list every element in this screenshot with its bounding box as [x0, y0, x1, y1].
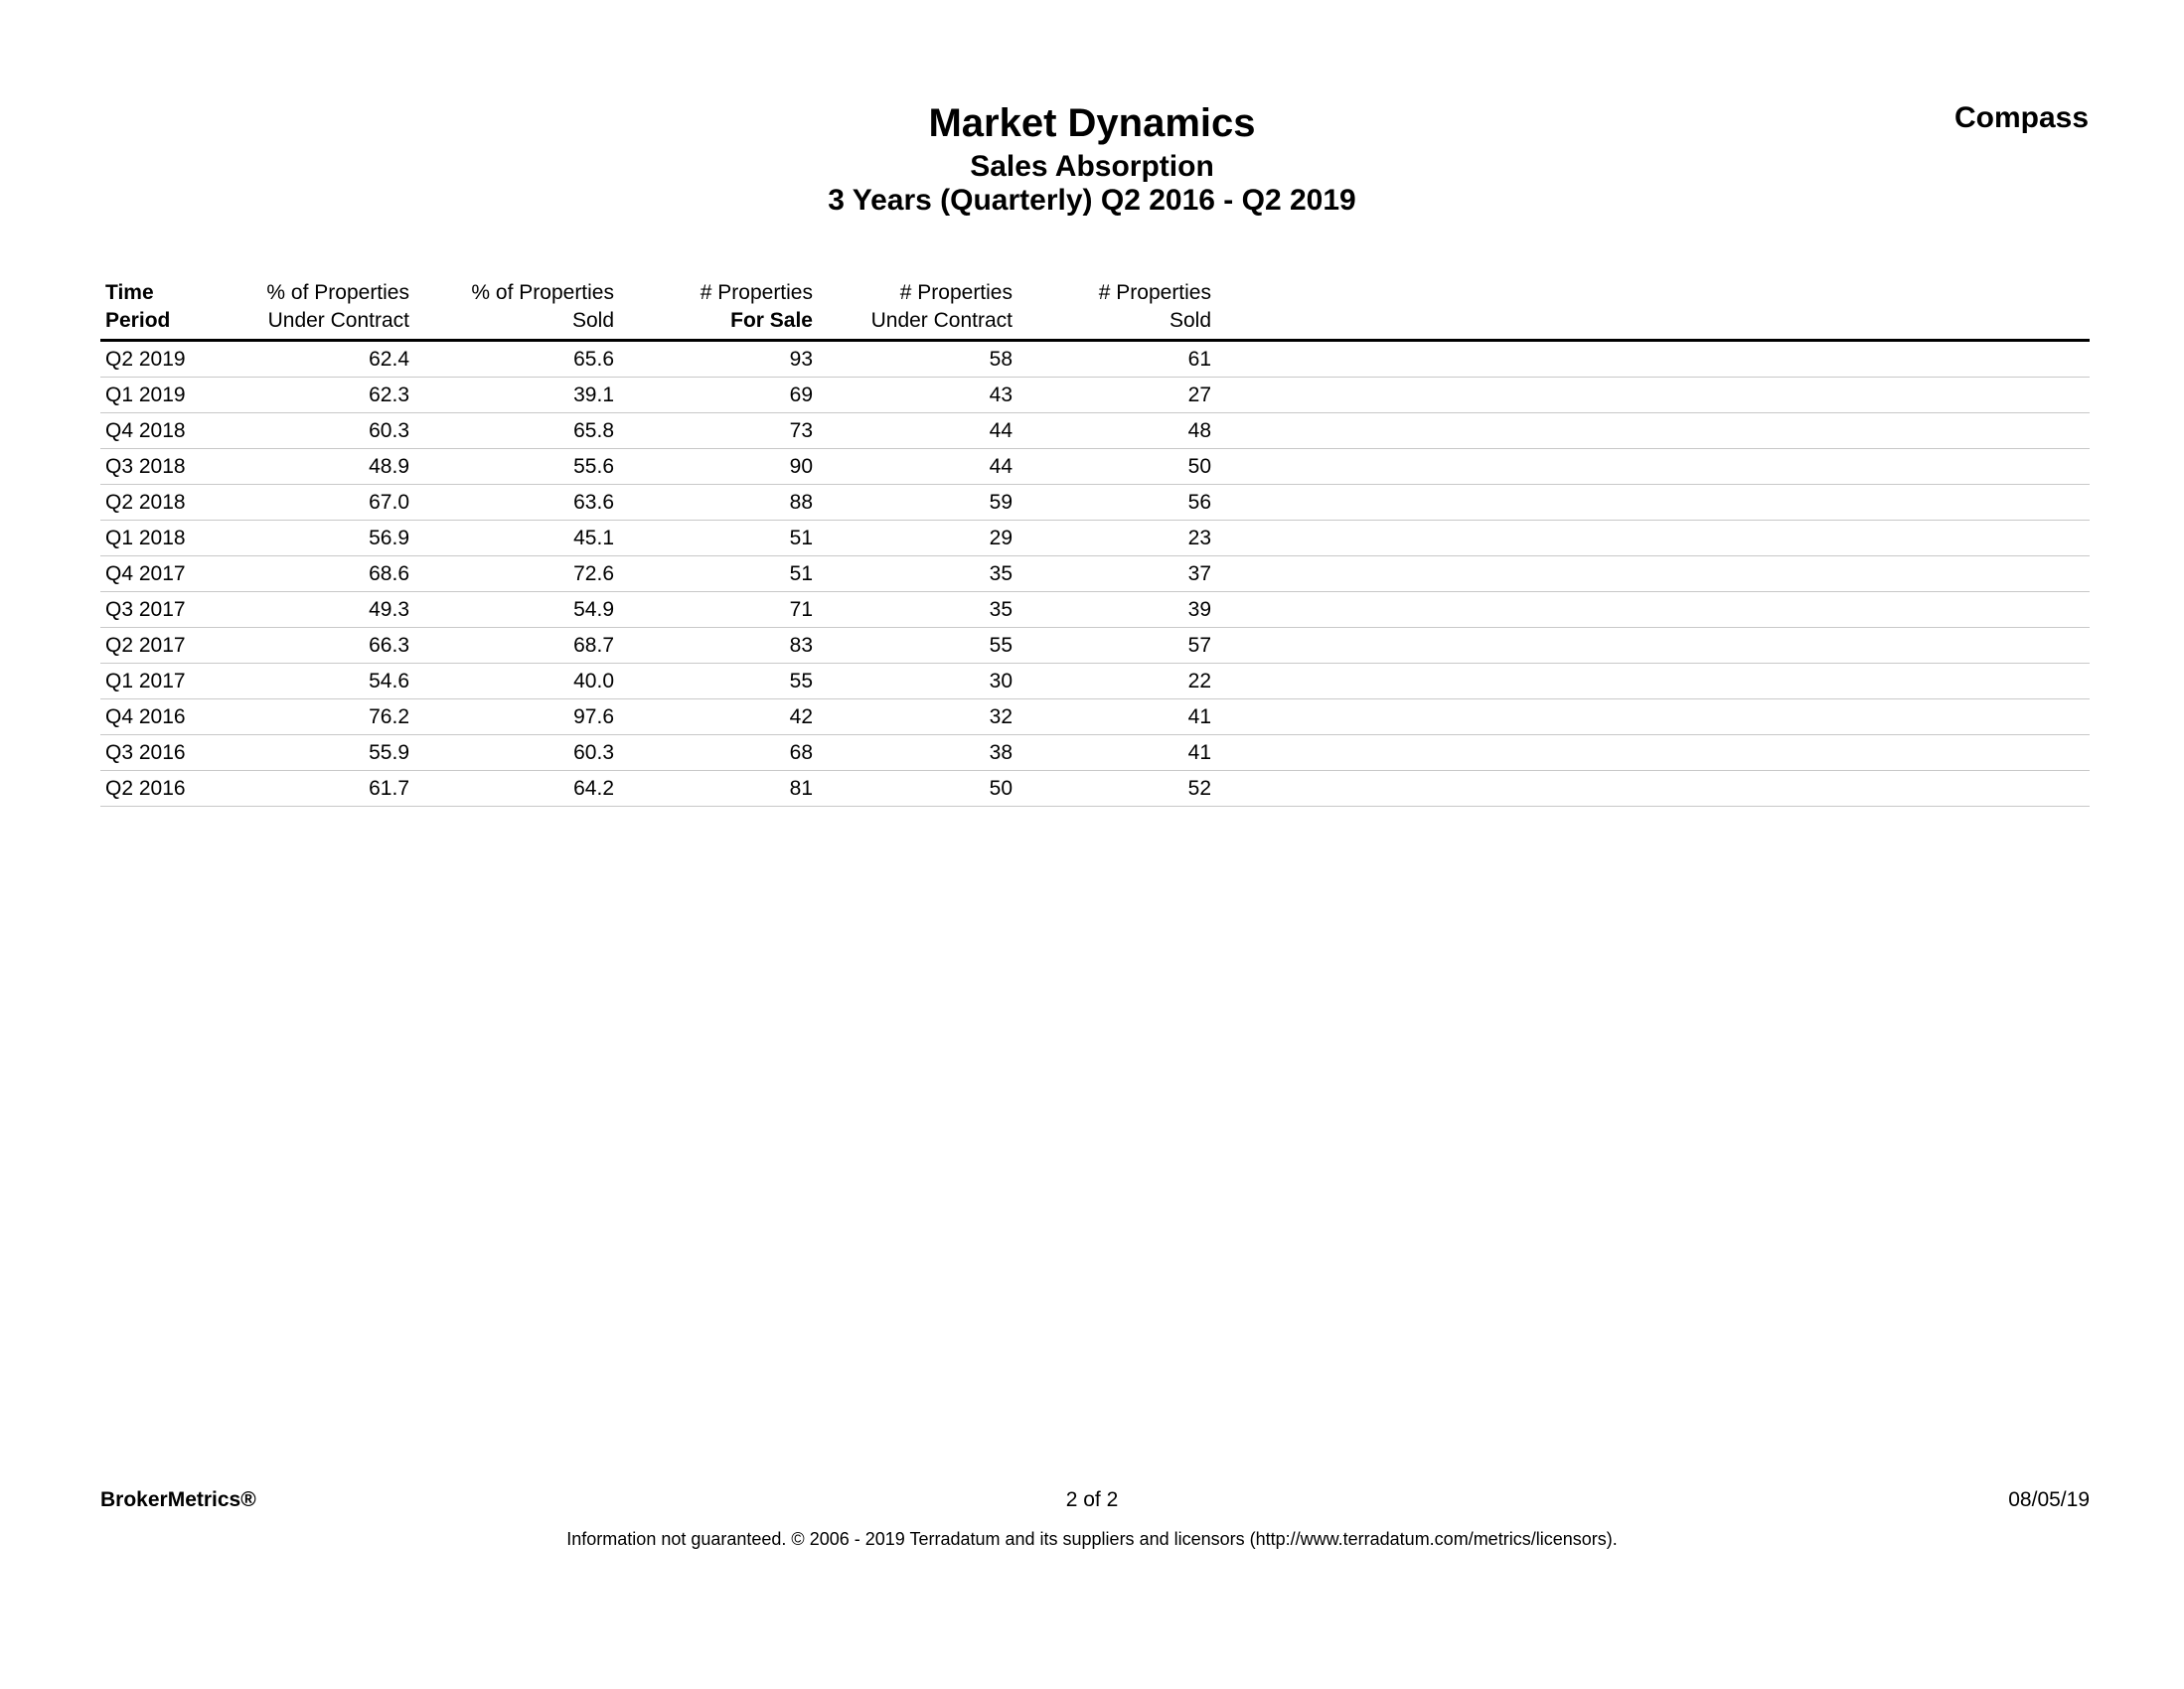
cell-num-sold: 41 — [1017, 699, 1216, 735]
cell-num-for-sale: 55 — [619, 664, 818, 699]
cell-num-sold: 41 — [1017, 735, 1216, 771]
column-header-line1: # Properties — [1098, 281, 1211, 304]
table-row — [100, 771, 2090, 807]
cell-pct-under-contract: 76.2 — [212, 699, 414, 735]
row-spacer — [1216, 449, 2090, 485]
row-spacer — [1216, 628, 2090, 664]
column-header-line1: # Properties — [700, 281, 813, 304]
cell-num-for-sale: 71 — [619, 592, 818, 628]
cell-pct-sold: 63.6 — [414, 485, 619, 521]
column-header-pct-sold — [414, 279, 619, 341]
cell-pct-sold: 64.2 — [414, 771, 619, 807]
cell-pct-sold: 55.6 — [414, 449, 619, 485]
table-row — [100, 521, 2090, 556]
cell-num-sold: 22 — [1017, 664, 1216, 699]
cell-num-for-sale: 93 — [619, 341, 818, 378]
cell-num-for-sale: 81 — [619, 771, 818, 807]
cell-num-sold: 48 — [1017, 413, 1216, 449]
row-spacer — [1216, 664, 2090, 699]
cell-num-for-sale: 73 — [619, 413, 818, 449]
cell-pct-sold: 40.0 — [414, 664, 619, 699]
cell-num-under-contract: 32 — [818, 699, 1017, 735]
cell-num-under-contract: 30 — [818, 664, 1017, 699]
table-header-row — [100, 279, 2090, 341]
table-row — [100, 556, 2090, 592]
sales-absorption-table — [100, 279, 2090, 807]
cell-pct-sold: 68.7 — [414, 628, 619, 664]
cell-num-for-sale: 42 — [619, 699, 818, 735]
column-header-line2: Sold — [1169, 309, 1211, 332]
cell-num-for-sale: 88 — [619, 485, 818, 521]
cell-num-for-sale: 68 — [619, 735, 818, 771]
cell-num-sold: 52 — [1017, 771, 1216, 807]
table-row — [100, 378, 2090, 413]
column-header-line2: Under Contract — [870, 309, 1013, 332]
cell-pct-under-contract: 48.9 — [212, 449, 414, 485]
cell-time-period: Q3 2018 — [100, 449, 212, 485]
report-title: Market Dynamics — [928, 101, 1256, 145]
cell-pct-under-contract: 62.4 — [212, 341, 414, 378]
cell-num-under-contract: 38 — [818, 735, 1017, 771]
table-row — [100, 485, 2090, 521]
table-row — [100, 341, 2090, 378]
cell-pct-under-contract: 49.3 — [212, 592, 414, 628]
footer-product-name: BrokerMetrics® — [100, 1488, 256, 1511]
report-subtitle: Sales Absorption — [970, 150, 1214, 183]
column-header-line2: Under Contract — [267, 309, 409, 332]
footer-date: 08/05/19 — [2008, 1488, 2090, 1511]
cell-num-under-contract: 58 — [818, 341, 1017, 378]
row-spacer — [1216, 378, 2090, 413]
cell-time-period: Q2 2018 — [100, 485, 212, 521]
cell-num-under-contract: 59 — [818, 485, 1017, 521]
cell-num-for-sale: 51 — [619, 521, 818, 556]
cell-num-for-sale: 90 — [619, 449, 818, 485]
cell-num-for-sale: 83 — [619, 628, 818, 664]
column-header-num-under-contract — [818, 279, 1017, 341]
cell-num-sold: 56 — [1017, 485, 1216, 521]
column-header-line2: Period — [105, 309, 171, 332]
column-header-line1: # Properties — [899, 281, 1013, 304]
cell-pct-under-contract: 62.3 — [212, 378, 414, 413]
cell-pct-under-contract: 56.9 — [212, 521, 414, 556]
cell-time-period: Q1 2017 — [100, 664, 212, 699]
footer-page-number: 2 of 2 — [1065, 1488, 1119, 1511]
row-spacer — [1216, 556, 2090, 592]
cell-num-sold: 27 — [1017, 378, 1216, 413]
table-body — [100, 341, 2090, 807]
row-spacer — [1216, 735, 2090, 771]
cell-pct-sold: 39.1 — [414, 378, 619, 413]
cell-num-sold: 39 — [1017, 592, 1216, 628]
cell-num-sold: 23 — [1017, 521, 1216, 556]
cell-time-period: Q2 2017 — [100, 628, 212, 664]
cell-num-for-sale: 51 — [619, 556, 818, 592]
row-spacer — [1216, 521, 2090, 556]
table-row — [100, 699, 2090, 735]
row-spacer — [1216, 341, 2090, 378]
cell-pct-sold: 65.8 — [414, 413, 619, 449]
cell-num-under-contract: 44 — [818, 449, 1017, 485]
cell-pct-under-contract: 67.0 — [212, 485, 414, 521]
table-row — [100, 592, 2090, 628]
cell-num-under-contract: 35 — [818, 556, 1017, 592]
cell-num-under-contract: 35 — [818, 592, 1017, 628]
cell-pct-under-contract: 54.6 — [212, 664, 414, 699]
column-header-time-period — [100, 279, 212, 341]
column-header-spacer — [1216, 279, 2090, 341]
cell-time-period: Q3 2016 — [100, 735, 212, 771]
cell-time-period: Q1 2019 — [100, 378, 212, 413]
column-header-pct-under-contract — [212, 279, 414, 341]
cell-pct-under-contract: 61.7 — [212, 771, 414, 807]
row-spacer — [1216, 413, 2090, 449]
footer-disclaimer: Information not guaranteed. © 2006 - 2019 Terradatum and its suppliers and licensors (http://www.terradatum.com/metrics/licensors). — [566, 1529, 1618, 1549]
column-header-line1: % of Properties — [471, 281, 614, 304]
table-row — [100, 413, 2090, 449]
brand-name: Compass — [1953, 101, 2089, 134]
cell-num-for-sale: 69 — [619, 378, 818, 413]
table-row — [100, 735, 2090, 771]
row-spacer — [1216, 485, 2090, 521]
cell-time-period: Q4 2016 — [100, 699, 212, 735]
cell-num-under-contract: 44 — [818, 413, 1017, 449]
row-spacer — [1216, 699, 2090, 735]
cell-pct-sold: 65.6 — [414, 341, 619, 378]
cell-num-under-contract: 55 — [818, 628, 1017, 664]
column-header-num-for-sale — [619, 279, 818, 341]
column-header-line2: For Sale — [730, 309, 813, 332]
row-spacer — [1216, 771, 2090, 807]
cell-num-under-contract: 29 — [818, 521, 1017, 556]
row-spacer — [1216, 592, 2090, 628]
report-date-range: 3 Years (Quarterly) Q2 2016 - Q2 2019 — [828, 184, 1356, 217]
cell-pct-sold: 60.3 — [414, 735, 619, 771]
cell-time-period: Q1 2018 — [100, 521, 212, 556]
table-row — [100, 664, 2090, 699]
cell-num-under-contract: 43 — [818, 378, 1017, 413]
column-header-line1: Time — [105, 281, 154, 304]
cell-pct-under-contract: 68.6 — [212, 556, 414, 592]
column-header-line2: Sold — [571, 309, 614, 332]
column-header-num-sold — [1017, 279, 1216, 341]
table-row — [100, 449, 2090, 485]
cell-pct-sold: 72.6 — [414, 556, 619, 592]
cell-pct-under-contract: 55.9 — [212, 735, 414, 771]
cell-time-period: Q3 2017 — [100, 592, 212, 628]
cell-time-period: Q4 2018 — [100, 413, 212, 449]
cell-pct-under-contract: 66.3 — [212, 628, 414, 664]
cell-num-sold: 50 — [1017, 449, 1216, 485]
cell-time-period: Q4 2017 — [100, 556, 212, 592]
cell-pct-sold: 54.9 — [414, 592, 619, 628]
cell-num-sold: 61 — [1017, 341, 1216, 378]
cell-time-period: Q2 2016 — [100, 771, 212, 807]
cell-time-period: Q2 2019 — [100, 341, 212, 378]
cell-pct-sold: 97.6 — [414, 699, 619, 735]
cell-pct-sold: 45.1 — [414, 521, 619, 556]
table-row — [100, 628, 2090, 664]
column-header-line1: % of Properties — [266, 281, 409, 304]
cell-num-under-contract: 50 — [818, 771, 1017, 807]
cell-pct-under-contract: 60.3 — [212, 413, 414, 449]
cell-num-sold: 57 — [1017, 628, 1216, 664]
cell-num-sold: 37 — [1017, 556, 1216, 592]
